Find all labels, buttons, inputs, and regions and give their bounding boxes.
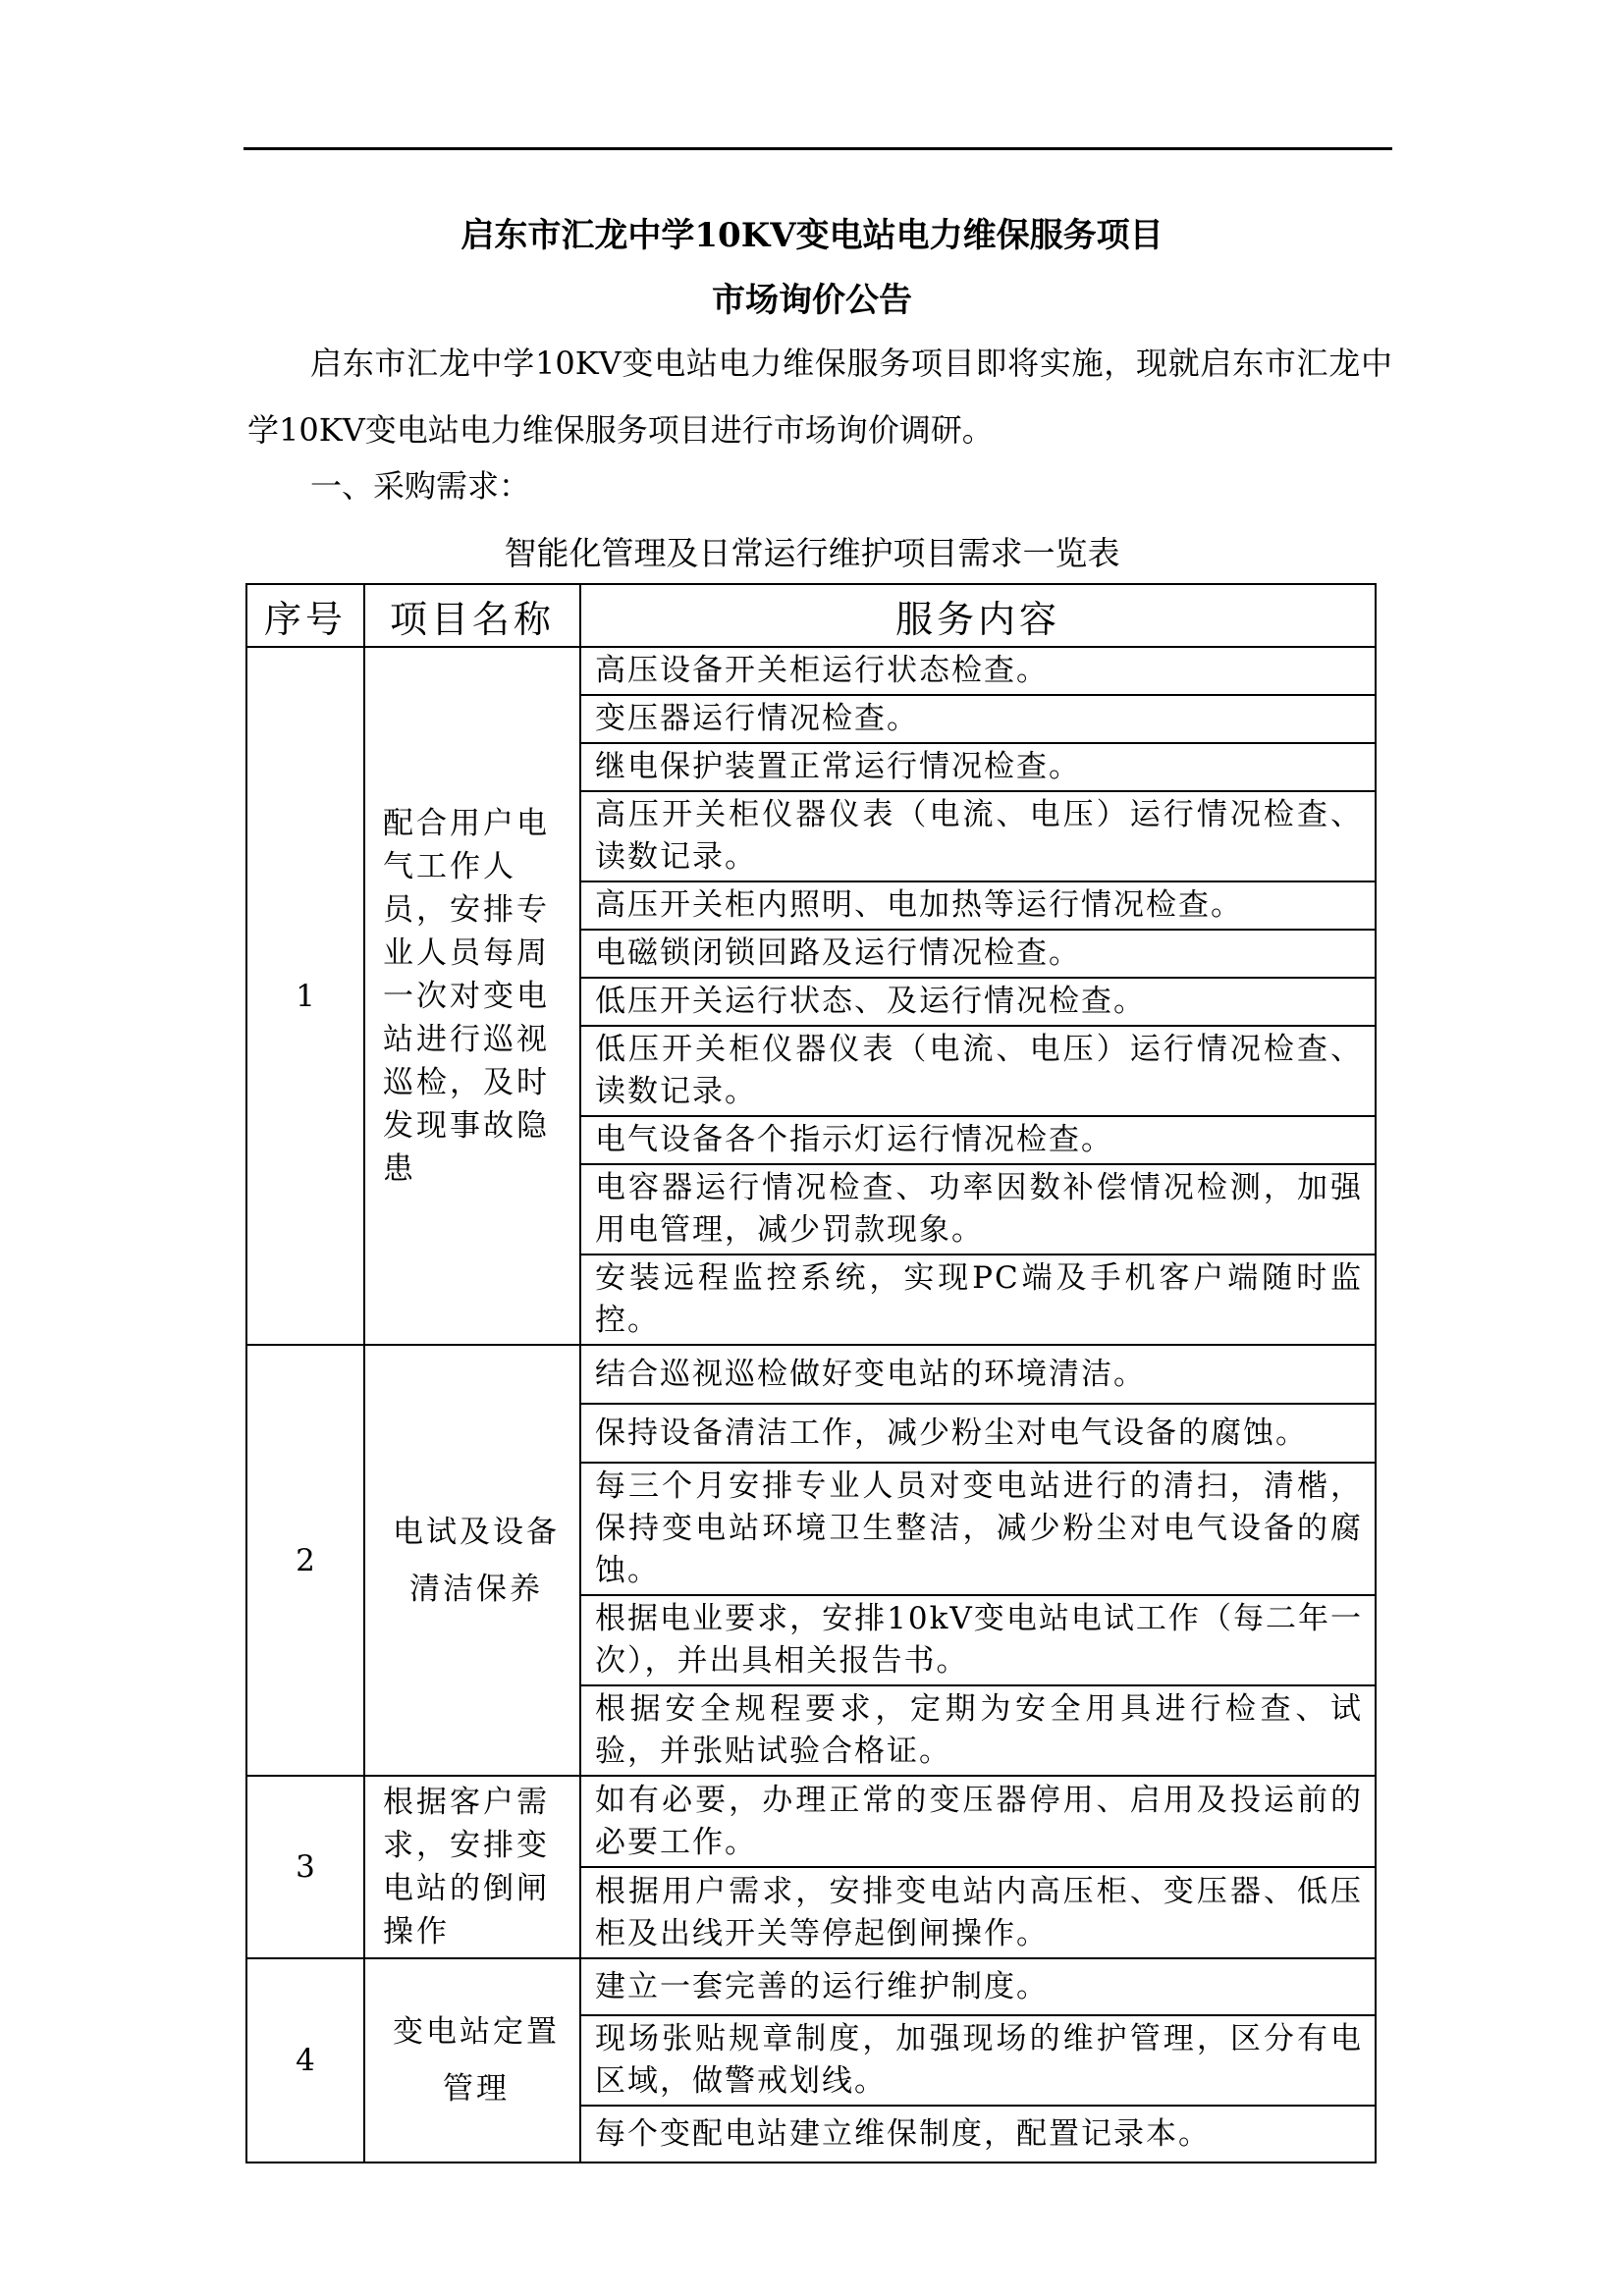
- table-row: [246, 1776, 1376, 1867]
- table-caption: 智能化管理及日常运行维护项目需求一览表: [504, 534, 1120, 572]
- service-item: 根据电业要求，安排10kV变电站电试工作（每二年一次），并出具相关报告书。: [580, 1595, 1376, 1685]
- service-item: 电气设备各个指示灯运行情况检查。: [580, 1116, 1376, 1164]
- table-row: [246, 647, 1376, 695]
- document-subtitle: 市场询价公告: [712, 281, 912, 320]
- table-header-row: [246, 584, 1376, 647]
- service-item: 现场张贴规章制度，加强现场的维护管理，区分有电区域，做警戒划线。: [580, 2015, 1376, 2106]
- service-item: 高压设备开关柜运行状态检查。: [580, 647, 1376, 695]
- project-name: 变电站定置管理: [364, 1958, 580, 2163]
- header-service-content: 服务内容: [580, 584, 1376, 647]
- service-item: 安装远程监控系统，实现PC端及手机客户端随时监控。: [580, 1255, 1376, 1345]
- intro-paragraph: 启东市汇龙中学10KV变电站电力维保服务项目即将实施，现就启东市汇龙中学10KV变电站电力维保服务项目进行市场询价调研。: [247, 345, 1392, 449]
- service-item: 每个变配电站建立维保制度，配置记录本。: [580, 2106, 1376, 2163]
- service-item: 高压开关柜仪器仪表（电流、电压）运行情况检查、读数记录。: [580, 791, 1376, 881]
- header-project-name: 项目名称: [364, 584, 580, 647]
- service-item: 高压开关柜内照明、电加热等运行情况检查。: [580, 881, 1376, 930]
- row-number: 3: [246, 1776, 364, 1958]
- service-item: 低压开关柜仪器仪表（电流、电压）运行情况检查、读数记录。: [580, 1026, 1376, 1116]
- row-number: 1: [246, 647, 364, 1345]
- section-heading: 一、采购需求：: [310, 467, 531, 505]
- service-item: 根据用户需求，安排变电站内高压柜、变压器、低压柜及出线开关等停起倒闸操作。: [580, 1867, 1376, 1958]
- project-name: 配合用户电气工作人员，安排专业人员每周一次对变电站进行巡视巡检，及时发现事故隐患: [364, 647, 580, 1345]
- header-number: 序号: [246, 584, 364, 647]
- row-number: 4: [246, 1958, 364, 2163]
- service-item: 电磁锁闭锁回路及运行情况检查。: [580, 930, 1376, 978]
- table-row: [246, 1958, 1376, 2015]
- project-name: 根据客户需求，安排变电站的倒闸操作: [364, 1776, 580, 1958]
- document-title: 启东市汇龙中学10KV变电站电力维保服务项目: [460, 216, 1164, 255]
- service-item: 根据安全规程要求，定期为安全用具进行检查、试验，并张贴试验合格证。: [580, 1685, 1376, 1776]
- service-item: 每三个月安排专业人员对变电站进行的清扫，清楷，保持变电站环境卫生整洁，减少粉尘对电气设备的腐蚀。: [580, 1463, 1376, 1595]
- header-rule: [244, 147, 1392, 150]
- project-name: 电试及设备清洁保养: [364, 1345, 580, 1776]
- row-number: 2: [246, 1345, 364, 1776]
- service-item: 如有必要，办理正常的变压器停用、启用及投运前的必要工作。: [580, 1776, 1376, 1867]
- requirements-table: [245, 583, 1377, 2163]
- service-item: 变压器运行情况检查。: [580, 695, 1376, 743]
- service-item: 低压开关运行状态、及运行情况检查。: [580, 978, 1376, 1026]
- service-item: 建立一套完善的运行维护制度。: [580, 1958, 1376, 2015]
- service-item: 电容器运行情况检查、功率因数补偿情况检测，加强用电管理，减少罚款现象。: [580, 1164, 1376, 1255]
- service-item: 结合巡视巡检做好变电站的环境清洁。: [580, 1345, 1376, 1404]
- service-item: 继电保护装置正常运行情况检查。: [580, 743, 1376, 791]
- table-row: [246, 1345, 1376, 1404]
- service-item: 保持设备清洁工作，减少粉尘对电气设备的腐蚀。: [580, 1404, 1376, 1463]
